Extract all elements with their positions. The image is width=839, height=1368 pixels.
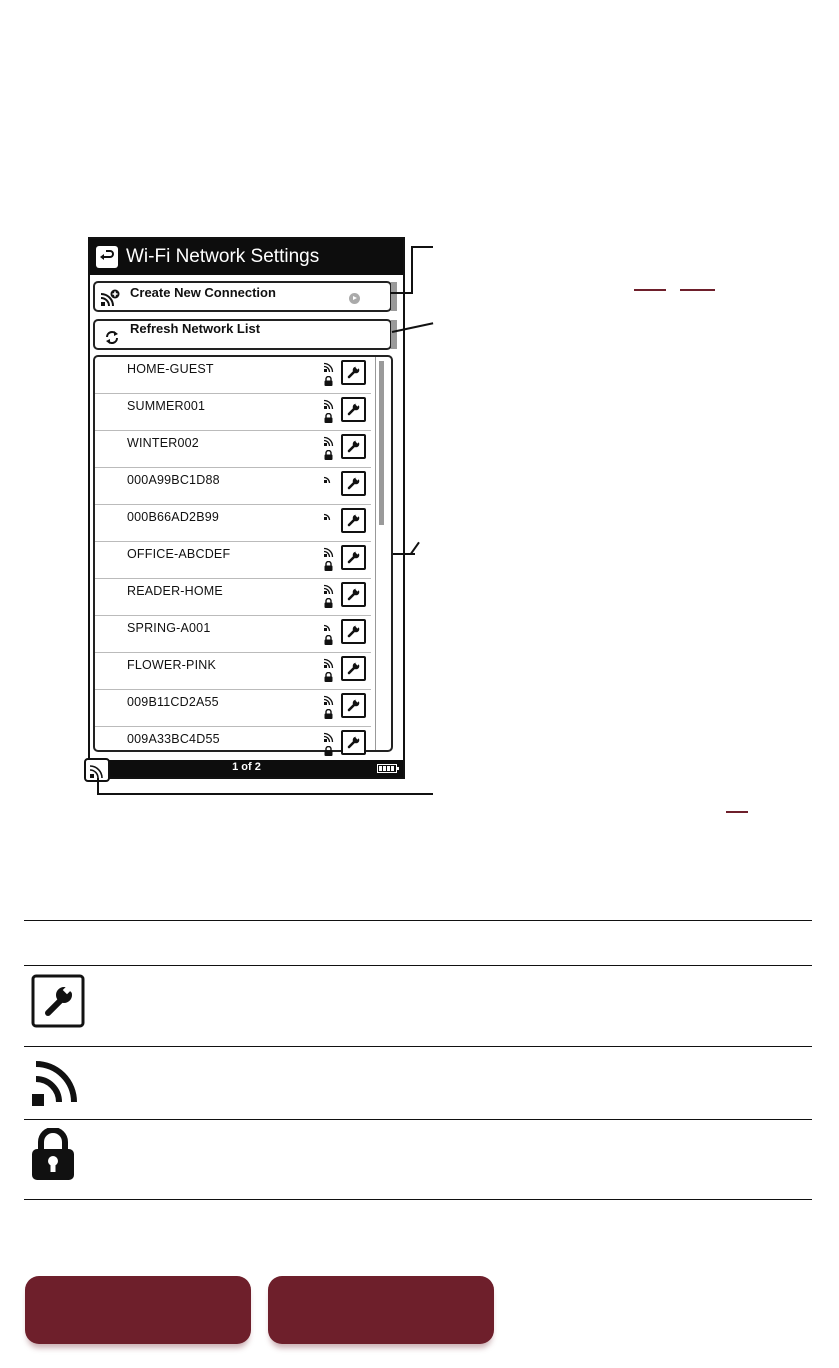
wifi-signal-icon [31, 1058, 83, 1108]
network-name: 000B66AD2B99 [127, 510, 220, 524]
network-settings-button[interactable] [341, 508, 366, 533]
page-title: Wi-Fi Network Settings [126, 246, 320, 267]
lock-icon [324, 709, 333, 719]
wrench-icon [346, 550, 361, 565]
wifi-signal-icon [90, 764, 104, 778]
network-list-item[interactable] [95, 690, 371, 727]
refresh-network-list-button[interactable] [93, 319, 392, 350]
network-list-item[interactable] [95, 727, 371, 764]
wifi-signal-icon [324, 584, 334, 594]
network-list-item[interactable] [95, 357, 371, 394]
wifi-signal-icon [324, 547, 334, 557]
table-rule-header [24, 965, 812, 966]
title-bar [90, 239, 403, 275]
callout-line-list-angle [410, 542, 420, 555]
network-settings-button[interactable] [341, 619, 366, 644]
wifi-signal-icon [324, 510, 334, 520]
table-rule-top [24, 920, 812, 921]
network-name: FLOWER-PINK [127, 658, 217, 672]
network-settings-button[interactable] [341, 397, 366, 422]
legend-row-wrench [31, 974, 85, 1033]
network-name: WINTER002 [127, 436, 199, 450]
network-name: 009B11CD2A55 [127, 695, 219, 709]
network-list-item[interactable] [95, 542, 371, 579]
wrench-icon [346, 661, 361, 676]
lock-icon [324, 561, 333, 571]
network-list-item[interactable] [95, 431, 371, 468]
callout-line-create-vertical [411, 247, 413, 294]
wifi-signal-icon [324, 473, 334, 483]
refresh-network-list-label: Refresh Network List [130, 321, 261, 336]
wifi-settings-screen [88, 237, 405, 779]
status-bar [90, 760, 403, 777]
legend-row-lock [31, 1128, 75, 1187]
arrow-right-icon [349, 293, 360, 304]
wifi-signal-icon [324, 695, 334, 705]
wrench-icon [346, 624, 361, 639]
lock-icon [324, 746, 333, 756]
create-new-connection-label: Create New Connection [130, 285, 276, 300]
legend-row-wifi [31, 1058, 83, 1113]
network-settings-button[interactable] [341, 693, 366, 718]
network-list-item[interactable] [95, 505, 371, 542]
table-rule [24, 1046, 812, 1047]
network-name: HOME-GUEST [127, 362, 214, 376]
network-settings-button[interactable] [341, 656, 366, 681]
callout-line-wifi-vertical [97, 778, 99, 794]
network-settings-button[interactable] [341, 434, 366, 459]
page-reference-link-2[interactable] [680, 289, 715, 291]
lock-icon [31, 1128, 75, 1182]
callout-line-wifi [97, 793, 433, 795]
page-reference-link-3[interactable] [726, 811, 748, 813]
network-name: SPRING-A001 [127, 621, 211, 635]
network-name: SUMMER001 [127, 399, 206, 413]
network-settings-button[interactable] [341, 582, 366, 607]
network-settings-button[interactable] [341, 545, 366, 570]
refresh-icon [104, 330, 120, 345]
wrench-icon [346, 513, 361, 528]
network-settings-button[interactable] [341, 360, 366, 385]
wrench-icon [346, 402, 361, 417]
wrench-icon [346, 587, 361, 602]
wifi-signal-icon [324, 362, 334, 372]
network-list-item[interactable] [95, 616, 371, 653]
lock-icon [324, 413, 333, 423]
wrench-icon [346, 365, 361, 380]
previous-page-button[interactable] [25, 1276, 251, 1344]
table-rule-bottom [24, 1199, 812, 1200]
back-arrow-icon [99, 249, 115, 265]
wrench-icon [31, 974, 85, 1028]
wifi-signal-icon [324, 399, 334, 409]
wifi-signal-icon [324, 732, 334, 742]
wifi-signal-icon [324, 436, 334, 446]
wifi-signal-icon [324, 658, 334, 668]
network-name: 009A33BC4D55 [127, 732, 220, 746]
callout-line-create [390, 292, 412, 294]
network-list-item[interactable] [95, 579, 371, 616]
wrench-icon [346, 439, 361, 454]
page-reference-link-1[interactable] [634, 289, 666, 291]
table-rule [24, 1119, 812, 1120]
network-settings-button[interactable] [341, 730, 366, 755]
network-list [93, 355, 393, 752]
next-page-button[interactable] [268, 1276, 494, 1344]
network-list-item[interactable] [95, 468, 371, 505]
network-list-item[interactable] [95, 653, 371, 690]
wifi-add-icon [100, 289, 120, 307]
network-name: OFFICE-ABCDEF [127, 547, 231, 561]
network-name: 000A99BC1D88 [127, 473, 220, 487]
lock-icon [324, 598, 333, 608]
wifi-signal-icon [324, 621, 334, 631]
network-name: READER-HOME [127, 584, 223, 598]
network-settings-button[interactable] [341, 471, 366, 496]
scroll-indicator-mid [391, 320, 397, 349]
scrollbar-thumb[interactable] [379, 361, 384, 525]
wrench-icon [346, 476, 361, 491]
wrench-icon [346, 735, 361, 750]
scroll-indicator-top [391, 282, 397, 311]
scrollbar[interactable] [375, 357, 389, 750]
create-new-connection-button[interactable] [93, 281, 392, 312]
lock-icon [324, 450, 333, 460]
back-button[interactable] [96, 246, 118, 268]
callout-line-create-top [411, 246, 433, 248]
page-indicator: 1 of 2 [232, 761, 261, 773]
battery-icon [377, 764, 397, 773]
lock-icon [324, 376, 333, 386]
wrench-icon [346, 698, 361, 713]
lock-icon [324, 635, 333, 645]
lock-icon [324, 672, 333, 682]
network-list-item[interactable] [95, 394, 371, 431]
